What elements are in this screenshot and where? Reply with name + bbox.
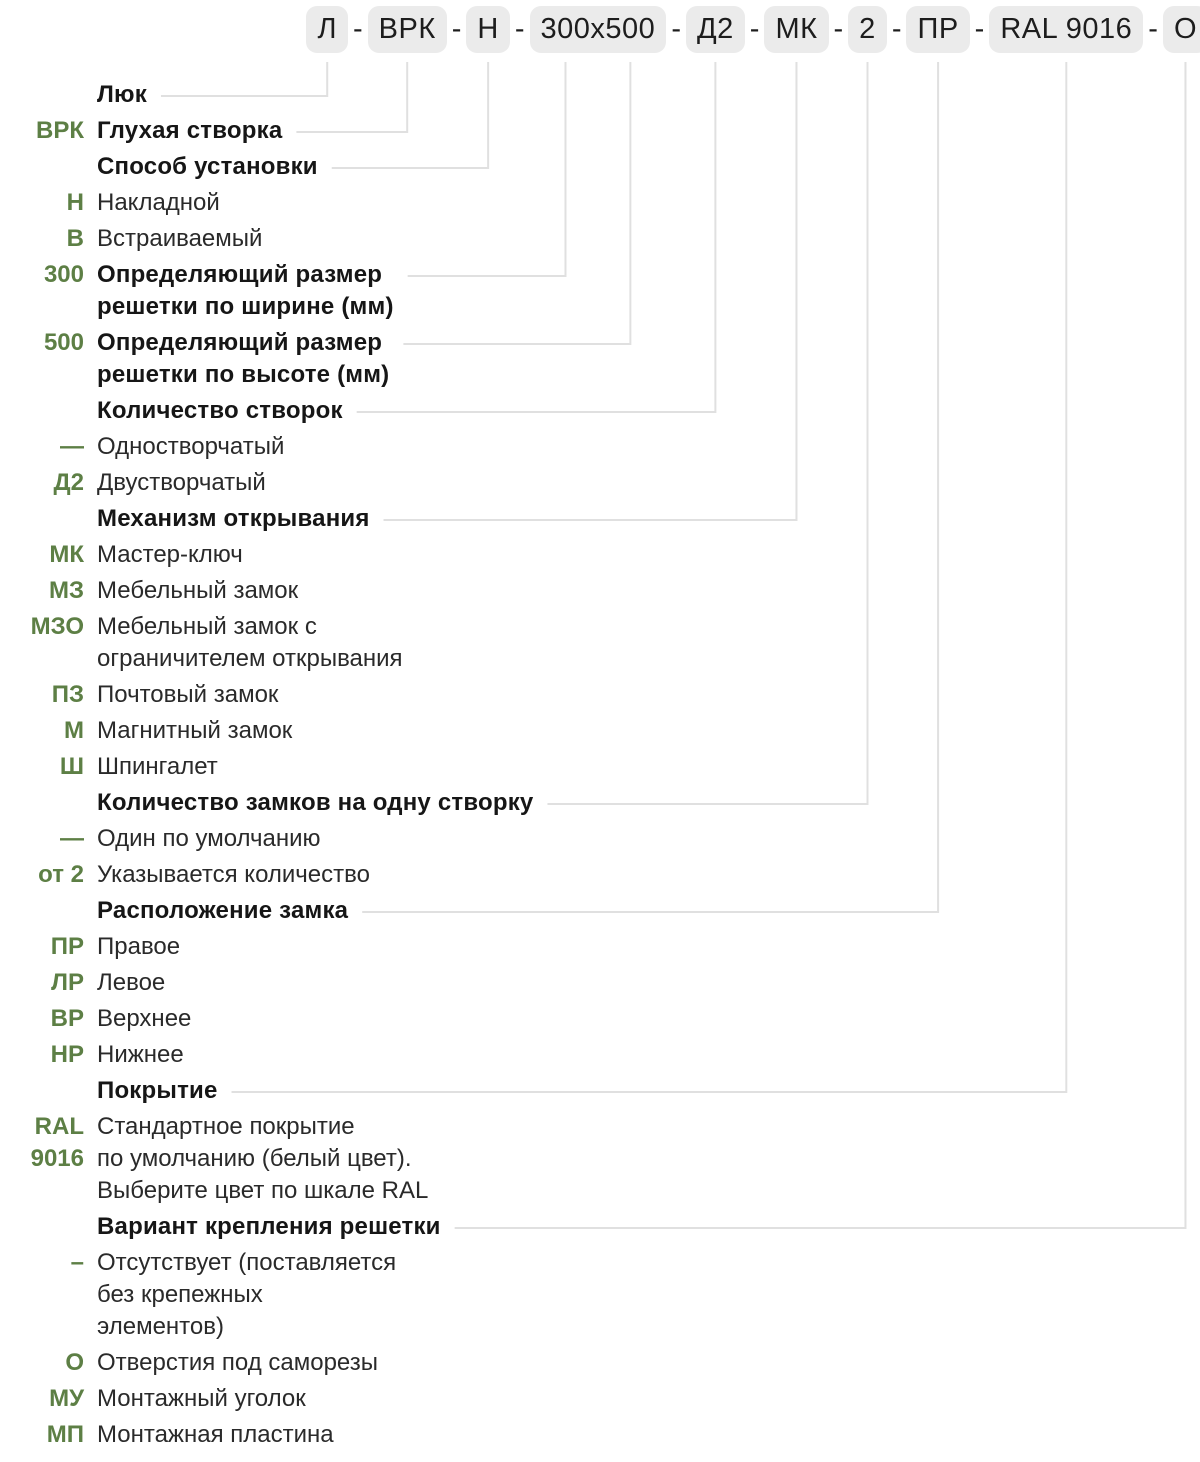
legend-label: [97, 575, 298, 607]
legend-label-line: Стандартное покрытие: [97, 1113, 355, 1140]
legend-code: МК: [49, 541, 84, 568]
legend-label: [97, 611, 403, 675]
legend-label: [97, 787, 533, 819]
legend-label-line: Выберите цвет по шкале RAL: [97, 1177, 429, 1204]
legend-label: [97, 1111, 428, 1207]
legend-label-line: Мебельный замок с: [97, 613, 317, 640]
legend-option: [0, 1247, 1200, 1343]
code-segment-mounting: О: [1163, 6, 1200, 53]
code-part-width: 300: [540, 13, 591, 45]
code-separator: -: [1148, 13, 1158, 45]
legend-label-line: Отсутствует (поставляется: [97, 1249, 397, 1276]
legend-label: [97, 187, 220, 219]
legend-option: [0, 467, 1200, 499]
legend-option: [0, 187, 1200, 219]
code-segment-mechanism: МК: [764, 6, 828, 53]
code-segment-install: Н: [466, 6, 509, 53]
legend-option: [0, 931, 1200, 963]
code-separator: -: [974, 13, 985, 45]
legend-code: МЗ: [48, 577, 84, 604]
legend-label: [97, 931, 180, 963]
legend-option: [0, 1003, 1200, 1035]
legend-option: [0, 575, 1200, 607]
legend-code: ВР: [50, 1005, 84, 1032]
legend-label-line: Верхнее: [97, 1005, 192, 1032]
legend-label-line: Накладной: [97, 189, 220, 216]
legend-label-line: Почтовый замок: [97, 681, 279, 708]
legend-label: [97, 1347, 378, 1379]
legend-label-line: Одностворчатый: [97, 433, 285, 460]
code-separator: -: [749, 13, 760, 45]
code-segment-blind-leaf: ВРК: [368, 6, 447, 53]
legend-label-line: Один по умолчанию: [97, 825, 321, 852]
legend-code: ВРК: [36, 117, 84, 144]
legend-label: [97, 467, 266, 499]
legend-code: МЗО: [30, 613, 84, 640]
legend-label-line: Способ установки: [97, 153, 318, 180]
legend-label: [97, 327, 389, 391]
legend-label-line: Определяющий размер: [97, 329, 383, 356]
legend-label: [97, 223, 262, 255]
code-separator: -: [833, 13, 844, 45]
legend-header-hatch: [0, 79, 1200, 111]
code-segment-size: [530, 6, 667, 53]
legend-option: [0, 1111, 1200, 1207]
legend-label-line: Люк: [97, 81, 147, 108]
legend-header-lock-position: [0, 895, 1200, 927]
legend-label: [97, 1419, 334, 1451]
code-part-size-sep: х: [590, 13, 606, 45]
legend-option: [0, 751, 1200, 783]
code-segment-locks-count: 2: [848, 6, 887, 53]
legend-label-line: Механизм открывания: [97, 505, 370, 532]
legend-code: МП: [46, 1421, 84, 1448]
code-segment-leaves: Д2: [686, 6, 745, 53]
legend-label-line: Количество замков на одну створку: [97, 789, 534, 816]
legend-label-line: по умолчанию (белый цвет).: [97, 1145, 412, 1172]
legend-option: [0, 859, 1200, 891]
legend-label-line: элементов): [97, 1313, 224, 1340]
legend-label: [97, 503, 370, 535]
legend-label: [97, 1211, 441, 1243]
legend-label: [97, 967, 165, 999]
legend-option: [0, 1347, 1200, 1379]
legend-label-line: решетки по высоте (мм): [97, 361, 390, 388]
legend-label: [97, 1247, 396, 1343]
legend-option: [0, 715, 1200, 747]
legend-code: МУ: [49, 1385, 84, 1412]
code-separator: -: [352, 13, 363, 45]
legend-label: [97, 79, 147, 111]
legend-option: [0, 967, 1200, 999]
legend-label-line: Магнитный замок: [97, 717, 293, 744]
code-segment-hatch: Л: [306, 6, 348, 53]
code-separator: -: [451, 13, 462, 45]
code-segment-lock-position: ПР: [906, 6, 969, 53]
legend-code: 500: [43, 329, 84, 356]
legend-option: [0, 823, 1200, 855]
legend-label: [97, 895, 348, 927]
legend-label-line: Мебельный замок: [97, 577, 299, 604]
legend-header-install: [0, 151, 1200, 183]
legend-code: Н: [66, 189, 84, 216]
legend-list: [0, 79, 1200, 1455]
legend-label: [97, 823, 321, 855]
legend-code: —: [60, 433, 84, 460]
legend-label-line: Отверстия под саморезы: [97, 1349, 379, 1376]
legend-header-leaves: [0, 395, 1200, 427]
legend-label-line: Встраиваемый: [97, 225, 263, 252]
code-part-height: 500: [605, 13, 656, 45]
code-segment-coating: RAL 9016: [989, 6, 1143, 53]
legend-code: В: [66, 225, 84, 252]
code-separator: -: [891, 13, 902, 45]
legend-code: М: [64, 717, 84, 744]
legend-code: ПЗ: [51, 681, 84, 708]
legend-label: [97, 679, 278, 711]
legend-label: [97, 1003, 191, 1035]
legend-header-locks-count: [0, 787, 1200, 819]
legend-label: [97, 151, 318, 183]
legend-code: ЛР: [51, 969, 84, 996]
legend-label-line: Определяющий размер: [97, 261, 383, 288]
legend-code: 300: [43, 261, 84, 288]
legend-label: [97, 859, 370, 891]
legend-label-line: Расположение замка: [97, 897, 349, 924]
legend-code: Д2: [53, 469, 84, 496]
legend-label-line: Монтажная пластина: [97, 1421, 334, 1448]
legend-label: [97, 1039, 184, 1071]
legend-label-line: Нижнее: [97, 1041, 184, 1068]
legend-code: Ш: [59, 753, 84, 780]
legend-label-line: Вариант крепления решетки: [97, 1213, 441, 1240]
legend-header-width: [0, 259, 1200, 323]
legend-label-line: без крепежных: [97, 1281, 263, 1308]
legend-label-line: ограничителем открывания: [97, 645, 403, 672]
legend-label-line: Указывается количество: [97, 861, 370, 888]
legend-label: [97, 751, 218, 783]
legend-code: –: [70, 1249, 84, 1276]
legend-code: О: [65, 1349, 84, 1376]
code-separator: -: [514, 13, 525, 45]
legend-option: [0, 611, 1200, 675]
legend-label: [97, 115, 282, 147]
legend-header-blind-leaf: [0, 115, 1200, 147]
legend-label: [97, 1383, 306, 1415]
legend-label: [97, 395, 343, 427]
legend-label-line: Шпингалет: [97, 753, 218, 780]
legend-header-mounting: [0, 1211, 1200, 1243]
legend-option: [0, 1419, 1200, 1451]
legend-header-height: [0, 327, 1200, 391]
legend-label-line: Мастер-ключ: [97, 541, 243, 568]
legend-code: НР: [50, 1041, 84, 1068]
legend-option: [0, 539, 1200, 571]
legend-option: [0, 679, 1200, 711]
legend-label-line: Монтажный уголок: [97, 1385, 306, 1412]
code-separator: -: [671, 13, 681, 45]
product-code: [306, 6, 1200, 53]
legend-code: от 2: [38, 861, 84, 888]
legend-option: [0, 1039, 1200, 1071]
legend-option: [0, 1383, 1200, 1415]
legend-header-mechanism: [0, 503, 1200, 535]
legend-label-line: Двустворчатый: [97, 469, 266, 496]
legend-label: [97, 431, 284, 463]
legend-label-line: Левое: [97, 969, 166, 996]
legend-label-line: Глухая створка: [97, 117, 283, 144]
legend-label: [97, 1075, 218, 1107]
legend-header-coating: [0, 1075, 1200, 1107]
legend-code: RAL 9016: [30, 1113, 84, 1172]
legend-option: [0, 223, 1200, 255]
legend-label: [97, 539, 243, 571]
legend-label-line: Покрытие: [97, 1077, 218, 1104]
legend-label: [97, 259, 394, 323]
legend-label-line: Правое: [97, 933, 181, 960]
legend-option: [0, 431, 1200, 463]
legend-label: [97, 715, 292, 747]
legend-code: —: [60, 825, 84, 852]
legend-label-line: решетки по ширине (мм): [97, 293, 394, 320]
legend-code: ПР: [50, 933, 84, 960]
legend-label-line: Количество створок: [97, 397, 343, 424]
